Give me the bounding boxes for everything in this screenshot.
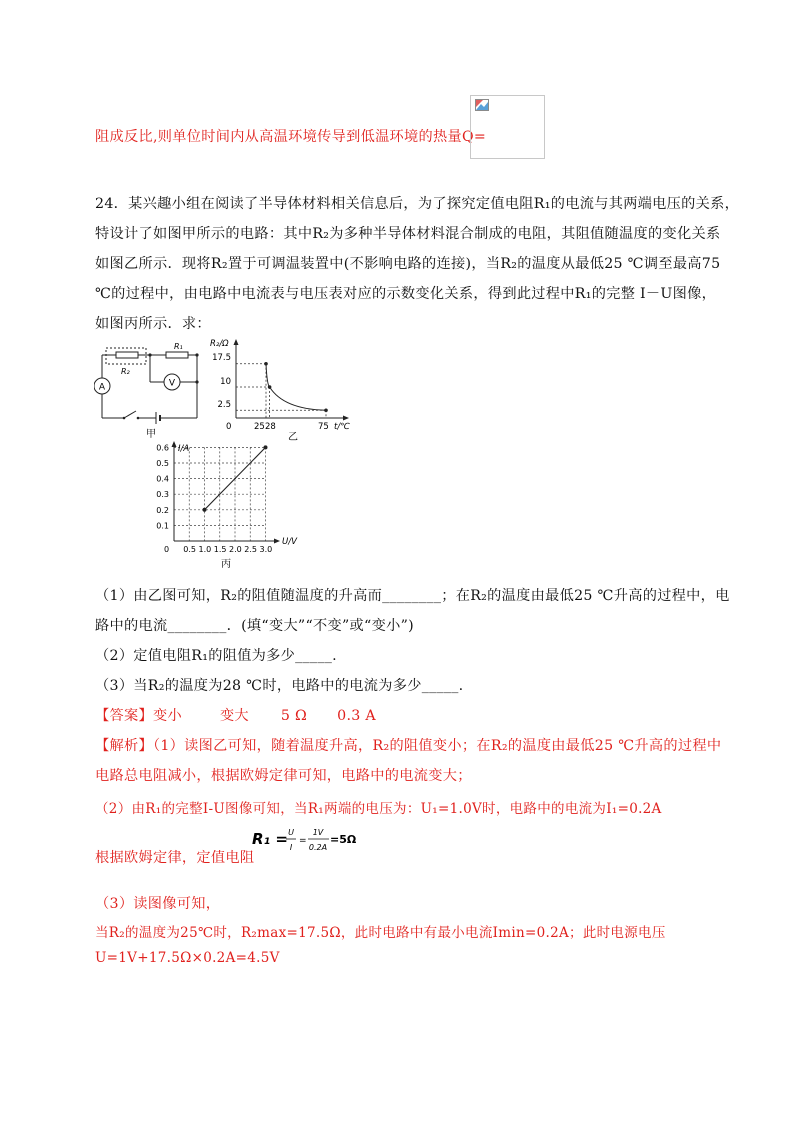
answer-value-2: 变大 (219, 708, 249, 724)
analysis-line-6: 当R₂的温度为25℃时，R₂max=17.5Ω，此时电路中有最小电流Imin=0.2A；此时电源电压 (95, 925, 666, 941)
yi-ytick-10: 10 (220, 377, 231, 387)
bing-data-point (264, 445, 268, 449)
yi-xtick-75: 75 (318, 422, 329, 432)
answer-value-4: 0.3 A (337, 708, 376, 724)
analysis-line-2: 电路总电阻减小，根据欧姆定律可知，电路中的电流变大； (95, 768, 472, 784)
subquestion-3: （3）当R₂的温度为28 ℃时，电路中的电流为多少_____. (95, 678, 464, 694)
analysis-line-5: （3）读图像可知， (95, 896, 221, 912)
figure-bing-caption: 丙 (221, 559, 231, 570)
yi-ytick-2-5: 2.5 (217, 400, 231, 410)
question-line-2: 特设计了如图甲所示的电路：其中R₂为多种半导体材料混合制成的电阻，其阻值随温度的变化关系 (95, 226, 721, 242)
bing-y-label: I/A (178, 444, 190, 454)
bing-x-label: U/V (282, 537, 297, 547)
bing-ytick: 0.1 (156, 521, 169, 531)
question-line-4: ℃的过程中，由电路中电流表与电压表对应的示数变化关系，得到此过程中R₁的完整 I－U图像， (95, 286, 717, 302)
yi-xtick-25: 25 (254, 422, 265, 432)
switch-lever (124, 411, 136, 418)
figure-jia-caption: 甲 (146, 429, 156, 440)
circuit-diagram-jia (94, 340, 214, 440)
bing-xtick: 2.0 (229, 545, 242, 554)
yi-xtick-0: 0 (226, 422, 232, 432)
analysis-line-7: U=1V+17.5Ω×0.2A=4.5V (95, 950, 280, 966)
bing-xtick: 2.5 (244, 545, 257, 554)
graph-yi (208, 336, 368, 446)
answer-value-3: 5 Ω (280, 708, 308, 724)
bing-ytick: 0.4 (156, 474, 169, 484)
yi-ytick-17-5: 17.5 (212, 353, 231, 363)
bing-ytick: 0.5 (156, 459, 169, 468)
voltmeter-label: V (168, 378, 176, 389)
graph-bing (147, 440, 307, 575)
answer-label: 【答案】 (95, 708, 153, 724)
question-line-5: 如图丙所示．求： (95, 316, 211, 332)
question-line-3: 如图乙所示．现将R₂置于可调温装置中(不影响电路的连接)，当R₂的温度从最低25 ℃调至最高75 (95, 256, 721, 272)
r1-label: R₁ (174, 342, 183, 351)
r2-resistor (116, 352, 138, 358)
bing-ytick: 0.6 (156, 443, 169, 453)
svg-text:=: = (299, 836, 307, 846)
subquestion-2: （2）定值电阻R₁的阻值为多少_____. (95, 648, 337, 664)
bing-data-point (203, 508, 207, 512)
question-line-1: 24．某兴趣小组在阅读了半导体材料相关信息后，为了探究定值电阻R₁的电流与其两端电压的关系， (95, 196, 740, 212)
analysis-line-4: 根据欧姆定律，定值电阻 (95, 850, 255, 866)
previous-solution-fragment: 阻成反比,则单位时间内从高温环境传导到低温环境的热量Q= (95, 129, 487, 145)
yi-y-label: R₂/Ω (210, 339, 229, 349)
ammeter-label: A (98, 382, 106, 393)
yi-data-point (324, 408, 328, 412)
analysis-line-1: 【解析】（1）读图乙可知，随着温度升高，R₂的阻值变小；在R₂的温度由最低25 ℃升高的过程中 (95, 738, 722, 754)
formula-u: U (288, 828, 294, 837)
answer-value-1: 变小 (152, 708, 182, 724)
bing-x-arrow-icon (274, 539, 280, 544)
answer-line (95, 705, 376, 725)
bing-xtick: 1.0 (198, 545, 212, 554)
ohm-law-formula (252, 822, 372, 860)
yi-r2-curve (266, 364, 326, 411)
yi-x-label: t/℃ (334, 422, 350, 432)
subquestion-1-line-1: （1）由乙图可知，R₂的阻值随温度的升高而________；在R₂的温度由最低25 ℃升高的过程中，电 (95, 588, 730, 604)
figure-yi-caption: 乙 (288, 432, 298, 443)
formula-lhs: R₁ = (252, 830, 288, 848)
yi-xtick-28: 28 (265, 422, 276, 432)
yi-data-point (268, 385, 272, 389)
bing-y-arrow-icon (172, 441, 177, 447)
yi-x-arrow-icon (343, 416, 349, 421)
bing-xtick: 0 (164, 545, 170, 554)
r1-resistor (166, 352, 188, 358)
yi-y-arrow-icon (234, 339, 239, 345)
subquestion-1-line-2: 路中的电流________．(填“变大”“不变”或“变小”) (95, 618, 414, 634)
formula-1v: 1V (312, 828, 324, 837)
r2-label: R₂ (121, 367, 130, 376)
formula-i: I (289, 843, 293, 852)
analysis-line-3: （2）由R₁的完整I-U图像可知，当R₁两端的电压为：U₁=1.0V时，电路中的电流为I₁=0.2A (95, 801, 662, 817)
formula-0-2a: 0.2A (308, 843, 328, 852)
bing-xtick: 3.0 (259, 545, 273, 554)
bing-xtick: 1.5 (213, 545, 227, 554)
bing-ytick: 0.2 (156, 505, 169, 515)
yi-data-point (264, 362, 268, 366)
broken-image-placeholder (470, 95, 545, 159)
bing-xtick: 0.5 (183, 545, 196, 554)
bing-ytick: 0.3 (156, 490, 169, 500)
formula-result: =5Ω (330, 833, 357, 846)
broken-image-icon (475, 99, 489, 111)
